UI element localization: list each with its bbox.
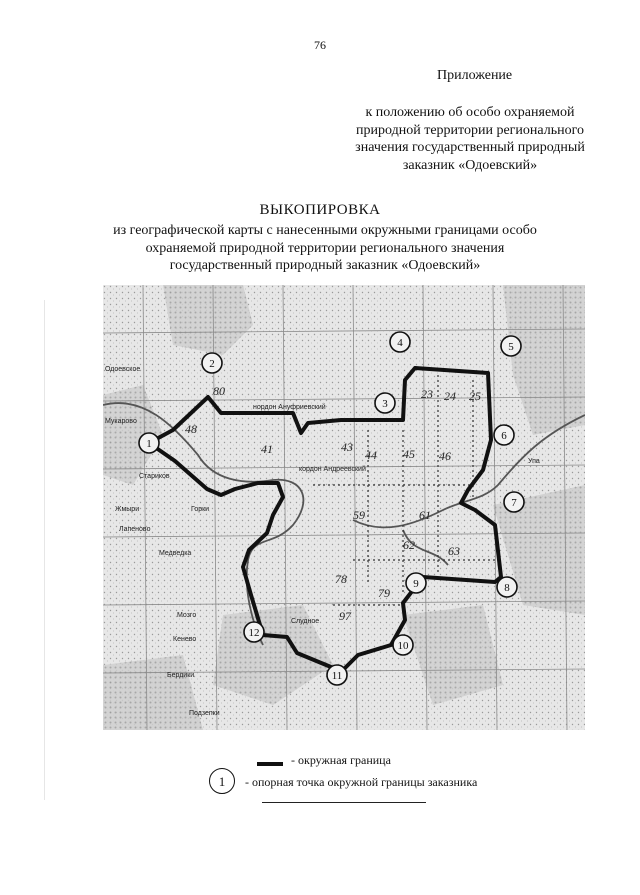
appendix-subtitle <box>340 104 600 174</box>
boundary-point-7 <box>504 492 524 512</box>
place-name: Мозго <box>177 612 197 619</box>
place-name: Жмыри <box>115 506 140 513</box>
legend-point-label: - опорная точка окружной границы заказника <box>245 775 478 789</box>
page-number: 76 <box>314 38 326 52</box>
appendix-title: Приложение <box>437 68 513 83</box>
document-line: охраняемой природной территории регионального значения <box>145 240 505 256</box>
place-name: Стариков <box>139 473 170 480</box>
boundary-point-8 <box>497 577 517 597</box>
quarter-number: 79 <box>378 586 390 600</box>
boundary-point-10 <box>393 635 413 655</box>
place-name: Одоевское <box>105 366 141 373</box>
document-line: государственный природный заказник «Одоевский» <box>169 258 481 273</box>
boundary-point-label: 10 <box>397 640 409 652</box>
quarter-number: 25 <box>469 389 481 403</box>
boundary-point-5 <box>501 336 521 356</box>
appendix-line: природной территории регионального <box>356 122 584 138</box>
boundary-point-label: 2 <box>209 358 215 370</box>
place-name: кордон Андреевский <box>299 466 366 473</box>
boundary-point-label: 7 <box>511 497 517 509</box>
legend-boundary-line <box>257 762 283 766</box>
boundary-point-label: 4 <box>397 337 403 349</box>
boundary-point-label: 11 <box>331 670 343 682</box>
boundary-point-label: 6 <box>501 430 507 442</box>
quarter-number: 23 <box>421 387 433 401</box>
place-name: Мукарово <box>105 418 137 425</box>
quarter-number: 24 <box>444 389 456 403</box>
place-name: Горки <box>191 506 210 513</box>
quarter-number: 97 <box>339 609 351 623</box>
appendix-line: заказник «Одоевский» <box>402 157 538 173</box>
boundary-point-2 <box>202 353 222 373</box>
place-name: Кенево <box>173 636 197 643</box>
boundary-point-label: 1 <box>146 438 152 450</box>
quarter-number: 61 <box>419 508 431 522</box>
bottom-rule <box>262 802 426 803</box>
quarter-number: 48 <box>185 422 197 436</box>
boundary-point-4 <box>390 332 410 352</box>
document-title: ВЫКОПИРОВКА <box>259 202 381 218</box>
place-name: Медведка <box>159 550 192 557</box>
boundary-point-3 <box>375 393 395 413</box>
place-name: Слудное <box>291 618 320 625</box>
boundary-point-label: 8 <box>504 582 510 594</box>
boundary-point-9 <box>406 573 426 593</box>
quarter-number: 78 <box>335 572 347 586</box>
place-name: Бердики <box>167 672 195 679</box>
quarter-number: 80 <box>213 384 225 398</box>
quarter-number: 41 <box>261 442 273 456</box>
scan-margin-line <box>44 300 45 800</box>
document-subtitle <box>60 222 590 275</box>
quarter-number: 59 <box>353 508 365 522</box>
boundary-point-label: 3 <box>382 398 388 410</box>
place-name: Лапеново <box>119 526 151 533</box>
appendix-line: значения государственный природный <box>355 140 585 155</box>
boundary-point-1 <box>139 433 159 453</box>
boundary-point-label: 12 <box>248 627 260 639</box>
place-name: нордон Ануфриевский <box>253 404 326 411</box>
quarter-number: 62 <box>403 538 415 552</box>
quarter-number: 43 <box>341 440 353 454</box>
legend-boundary-label: - окружная граница <box>291 753 391 767</box>
boundary-point-label: 9 <box>413 578 419 590</box>
boundary-point-6 <box>494 425 514 445</box>
boundary-point-11 <box>327 665 347 685</box>
document-line: из географической карты с нанесенными окружными границами особо <box>113 223 537 238</box>
legend-point-marker: 1 <box>209 768 235 794</box>
quarter-number: 63 <box>448 544 460 558</box>
boundary-point-label: 5 <box>508 341 514 353</box>
quarter-number: 44 <box>365 448 377 462</box>
quarter-number: 46 <box>439 449 451 463</box>
boundary-point-12 <box>244 622 264 642</box>
place-name: Упа <box>528 458 540 465</box>
appendix-line: к положению об особо охраняемой <box>365 105 575 120</box>
quarter-number: 45 <box>403 447 415 461</box>
map-excerpt <box>103 285 585 730</box>
place-name: Подзепки <box>189 710 220 717</box>
